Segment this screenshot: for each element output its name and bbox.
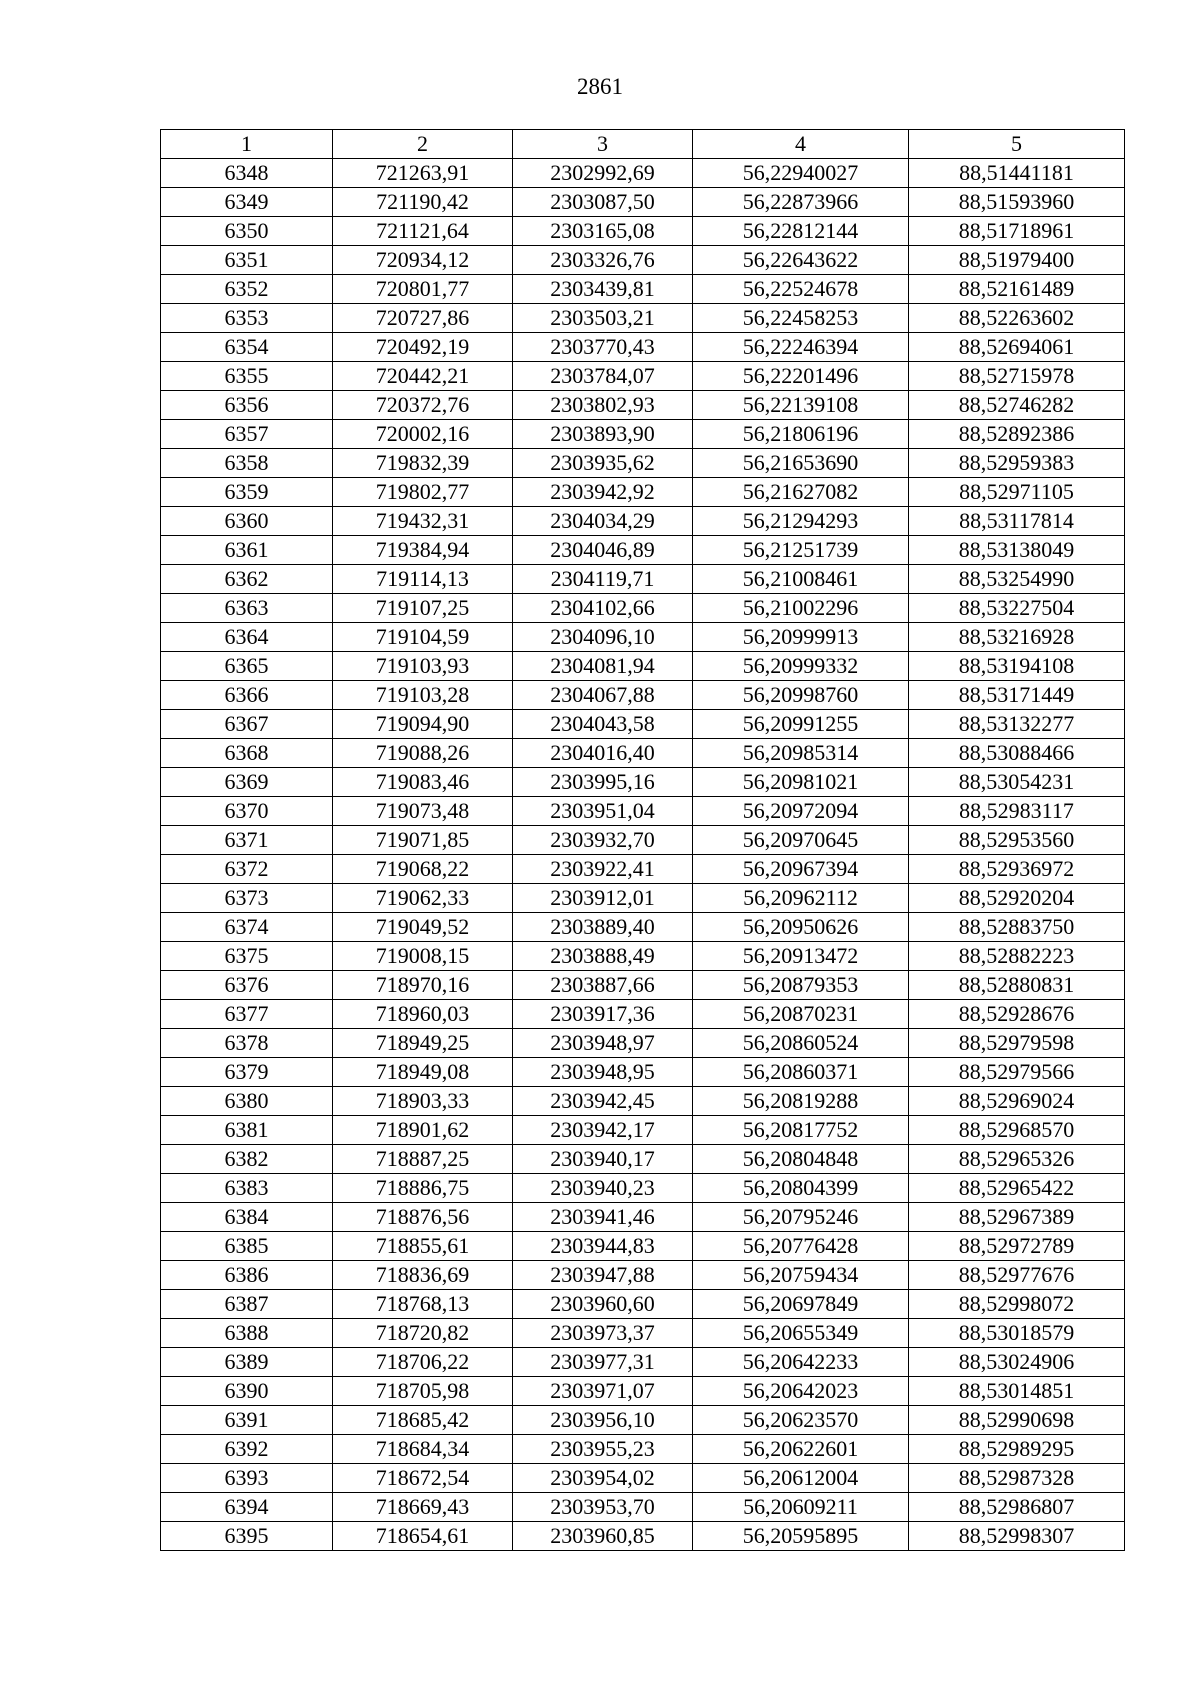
table-cell-col-2: 718886,75 — [333, 1174, 513, 1203]
table-cell-col-3: 2303784,07 — [513, 362, 693, 391]
table-cell-col-1: 6370 — [161, 797, 333, 826]
table-row — [161, 884, 1125, 913]
table-cell-col-1: 6383 — [161, 1174, 333, 1203]
table-cell-col-5: 88,53014851 — [909, 1377, 1125, 1406]
table-cell-col-5: 88,52977676 — [909, 1261, 1125, 1290]
table-cell-col-1: 6368 — [161, 739, 333, 768]
table-cell-col-5: 88,52998072 — [909, 1290, 1125, 1319]
table-cell-col-3: 2304034,29 — [513, 507, 693, 536]
table-cell-col-1: 6355 — [161, 362, 333, 391]
table-cell-col-1: 6386 — [161, 1261, 333, 1290]
table-row — [161, 826, 1125, 855]
table-cell-col-1: 6379 — [161, 1058, 333, 1087]
table-cell-col-2: 719068,22 — [333, 855, 513, 884]
table-cell-col-5: 88,52263602 — [909, 304, 1125, 333]
table-row — [161, 739, 1125, 768]
table-cell-col-5: 88,52883750 — [909, 913, 1125, 942]
table-cell-col-1: 6381 — [161, 1116, 333, 1145]
table-cell-col-5: 88,51979400 — [909, 246, 1125, 275]
table-cell-col-5: 88,52968570 — [909, 1116, 1125, 1145]
table-cell-col-4: 56,20776428 — [693, 1232, 909, 1261]
table-row — [161, 536, 1125, 565]
table-cell-col-5: 88,52965326 — [909, 1145, 1125, 1174]
table-cell-col-2: 719073,48 — [333, 797, 513, 826]
table-cell-col-2: 720801,77 — [333, 275, 513, 304]
table-row — [161, 565, 1125, 594]
table-row — [161, 1232, 1125, 1261]
table-cell-col-3: 2304067,88 — [513, 681, 693, 710]
table-cell-col-4: 56,22524678 — [693, 275, 909, 304]
table-cell-col-4: 56,22873966 — [693, 188, 909, 217]
table-cell-col-3: 2303942,17 — [513, 1116, 693, 1145]
table-cell-col-2: 718654,61 — [333, 1522, 513, 1551]
table-cell-col-4: 56,21806196 — [693, 420, 909, 449]
table-cell-col-1: 6373 — [161, 884, 333, 913]
table-cell-col-4: 56,21653690 — [693, 449, 909, 478]
column-header-5: 5 — [909, 130, 1125, 159]
table-cell-col-4: 56,20985314 — [693, 739, 909, 768]
table-cell-col-3: 2303960,60 — [513, 1290, 693, 1319]
table-cell-col-5: 88,52983117 — [909, 797, 1125, 826]
table-cell-col-3: 2303917,36 — [513, 1000, 693, 1029]
table-cell-col-4: 56,20972094 — [693, 797, 909, 826]
table-cell-col-3: 2303942,45 — [513, 1087, 693, 1116]
table-cell-col-5: 88,52746282 — [909, 391, 1125, 420]
table-row — [161, 478, 1125, 507]
table-cell-col-2: 718705,98 — [333, 1377, 513, 1406]
table-cell-col-4: 56,20860524 — [693, 1029, 909, 1058]
table-cell-col-5: 88,52161489 — [909, 275, 1125, 304]
table-cell-col-3: 2303953,70 — [513, 1493, 693, 1522]
table-cell-col-4: 56,20998760 — [693, 681, 909, 710]
table-cell-col-3: 2303503,21 — [513, 304, 693, 333]
table-cell-col-4: 56,20970645 — [693, 826, 909, 855]
table-cell-col-2: 719094,90 — [333, 710, 513, 739]
table-cell-col-5: 88,51441181 — [909, 159, 1125, 188]
table-row — [161, 710, 1125, 739]
table-row — [161, 1464, 1125, 1493]
table-cell-col-1: 6361 — [161, 536, 333, 565]
table-cell-col-5: 88,52972789 — [909, 1232, 1125, 1261]
table-cell-col-3: 2303940,17 — [513, 1145, 693, 1174]
table-cell-col-1: 6363 — [161, 594, 333, 623]
table-cell-col-4: 56,20981021 — [693, 768, 909, 797]
table-cell-col-3: 2303165,08 — [513, 217, 693, 246]
table-cell-col-1: 6393 — [161, 1464, 333, 1493]
table-cell-col-3: 2303932,70 — [513, 826, 693, 855]
table-cell-col-5: 88,53018579 — [909, 1319, 1125, 1348]
table-cell-col-3: 2304043,58 — [513, 710, 693, 739]
table-row — [161, 594, 1125, 623]
table-cell-col-1: 6390 — [161, 1377, 333, 1406]
header-row — [161, 130, 1125, 159]
coordinates-table — [160, 129, 1125, 1551]
table-cell-col-2: 718887,25 — [333, 1145, 513, 1174]
table-row — [161, 188, 1125, 217]
table-cell-col-3: 2303326,76 — [513, 246, 693, 275]
table-cell-col-5: 88,52715978 — [909, 362, 1125, 391]
table-cell-col-1: 6364 — [161, 623, 333, 652]
table-cell-col-1: 6351 — [161, 246, 333, 275]
table-row — [161, 1087, 1125, 1116]
table-cell-col-4: 56,20991255 — [693, 710, 909, 739]
table-cell-col-5: 88,52967389 — [909, 1203, 1125, 1232]
table-cell-col-1: 6380 — [161, 1087, 333, 1116]
table-cell-col-2: 720492,19 — [333, 333, 513, 362]
table-cell-col-4: 56,20819288 — [693, 1087, 909, 1116]
table-row — [161, 217, 1125, 246]
table-cell-col-2: 719432,31 — [333, 507, 513, 536]
table-cell-col-2: 720002,16 — [333, 420, 513, 449]
table-cell-col-3: 2303955,23 — [513, 1435, 693, 1464]
table-cell-col-4: 56,20612004 — [693, 1464, 909, 1493]
table-row — [161, 507, 1125, 536]
table-cell-col-3: 2303889,40 — [513, 913, 693, 942]
table-cell-col-5: 88,53088466 — [909, 739, 1125, 768]
table-cell-col-1: 6357 — [161, 420, 333, 449]
table-cell-col-5: 88,53138049 — [909, 536, 1125, 565]
table-cell-col-4: 56,21627082 — [693, 478, 909, 507]
table-cell-col-2: 718970,16 — [333, 971, 513, 1000]
table-cell-col-1: 6387 — [161, 1290, 333, 1319]
table-cell-col-4: 56,20623570 — [693, 1406, 909, 1435]
table-cell-col-2: 719104,59 — [333, 623, 513, 652]
table-cell-col-4: 56,21294293 — [693, 507, 909, 536]
table-cell-col-4: 56,22139108 — [693, 391, 909, 420]
table-cell-col-3: 2303887,66 — [513, 971, 693, 1000]
table-cell-col-2: 719083,46 — [333, 768, 513, 797]
table-cell-col-5: 88,52892386 — [909, 420, 1125, 449]
table-cell-col-1: 6374 — [161, 913, 333, 942]
table-cell-col-5: 88,53171449 — [909, 681, 1125, 710]
table-cell-col-1: 6348 — [161, 159, 333, 188]
table-cell-col-1: 6395 — [161, 1522, 333, 1551]
table-cell-col-3: 2303770,43 — [513, 333, 693, 362]
table-cell-col-4: 56,22246394 — [693, 333, 909, 362]
table-cell-col-1: 6392 — [161, 1435, 333, 1464]
table-cell-col-5: 88,52986807 — [909, 1493, 1125, 1522]
table-cell-col-1: 6367 — [161, 710, 333, 739]
table-cell-col-3: 2303922,41 — [513, 855, 693, 884]
table-cell-col-1: 6366 — [161, 681, 333, 710]
table-cell-col-5: 88,52987328 — [909, 1464, 1125, 1493]
table-cell-col-3: 2303977,31 — [513, 1348, 693, 1377]
table-row — [161, 1174, 1125, 1203]
table-row — [161, 942, 1125, 971]
table-cell-col-4: 56,22812144 — [693, 217, 909, 246]
table-cell-col-3: 2303912,01 — [513, 884, 693, 913]
table-cell-col-4: 56,20999913 — [693, 623, 909, 652]
table-body — [161, 159, 1125, 1551]
table-row — [161, 1493, 1125, 1522]
table-cell-col-3: 2303956,10 — [513, 1406, 693, 1435]
table-cell-col-5: 88,53024906 — [909, 1348, 1125, 1377]
table-cell-col-4: 56,20817752 — [693, 1116, 909, 1145]
table-row — [161, 304, 1125, 333]
table-header — [161, 130, 1125, 159]
table-cell-col-3: 2303940,23 — [513, 1174, 693, 1203]
table-cell-col-1: 6394 — [161, 1493, 333, 1522]
table-row — [161, 971, 1125, 1000]
table-row — [161, 1406, 1125, 1435]
table-cell-col-4: 56,21008461 — [693, 565, 909, 594]
table-cell-col-1: 6350 — [161, 217, 333, 246]
table-cell-col-5: 88,52936972 — [909, 855, 1125, 884]
table-cell-col-3: 2302992,69 — [513, 159, 693, 188]
table-cell-col-1: 6389 — [161, 1348, 333, 1377]
table-cell-col-4: 56,20609211 — [693, 1493, 909, 1522]
table-row — [161, 797, 1125, 826]
table-cell-col-4: 56,22458253 — [693, 304, 909, 333]
table-cell-col-3: 2303973,37 — [513, 1319, 693, 1348]
table-cell-col-5: 88,52880831 — [909, 971, 1125, 1000]
table-cell-col-2: 718901,62 — [333, 1116, 513, 1145]
table-cell-col-3: 2303935,62 — [513, 449, 693, 478]
table-cell-col-4: 56,21002296 — [693, 594, 909, 623]
table-row — [161, 246, 1125, 275]
table-cell-col-4: 56,22201496 — [693, 362, 909, 391]
table-cell-col-5: 88,52965422 — [909, 1174, 1125, 1203]
table-cell-col-4: 56,20913472 — [693, 942, 909, 971]
table-row — [161, 1261, 1125, 1290]
table-cell-col-2: 718855,61 — [333, 1232, 513, 1261]
table-row — [161, 1348, 1125, 1377]
table-cell-col-5: 88,52971105 — [909, 478, 1125, 507]
table-cell-col-2: 719103,28 — [333, 681, 513, 710]
table-cell-col-2: 719107,25 — [333, 594, 513, 623]
table-cell-col-1: 6372 — [161, 855, 333, 884]
table-cell-col-4: 56,20860371 — [693, 1058, 909, 1087]
table-cell-col-2: 718960,03 — [333, 1000, 513, 1029]
table-cell-col-5: 88,53194108 — [909, 652, 1125, 681]
table-cell-col-4: 56,20962112 — [693, 884, 909, 913]
table-cell-col-1: 6384 — [161, 1203, 333, 1232]
table-cell-col-1: 6375 — [161, 942, 333, 971]
column-header-2: 2 — [333, 130, 513, 159]
table-cell-col-5: 88,52990698 — [909, 1406, 1125, 1435]
table-cell-col-2: 718836,69 — [333, 1261, 513, 1290]
column-header-4: 4 — [693, 130, 909, 159]
table-row — [161, 391, 1125, 420]
table-cell-col-2: 720727,86 — [333, 304, 513, 333]
table-cell-col-1: 6354 — [161, 333, 333, 362]
table-cell-col-3: 2303971,07 — [513, 1377, 693, 1406]
table-row — [161, 1290, 1125, 1319]
table-cell-col-2: 718669,43 — [333, 1493, 513, 1522]
table-cell-col-5: 88,53254990 — [909, 565, 1125, 594]
table-cell-col-2: 719088,26 — [333, 739, 513, 768]
table-cell-col-1: 6349 — [161, 188, 333, 217]
table-cell-col-1: 6365 — [161, 652, 333, 681]
table-row — [161, 623, 1125, 652]
table-row — [161, 681, 1125, 710]
table-cell-col-2: 718876,56 — [333, 1203, 513, 1232]
table-cell-col-5: 88,52920204 — [909, 884, 1125, 913]
table-cell-col-2: 718949,25 — [333, 1029, 513, 1058]
table-cell-col-1: 6359 — [161, 478, 333, 507]
table-cell-col-5: 88,53216928 — [909, 623, 1125, 652]
table-cell-col-2: 721190,42 — [333, 188, 513, 217]
table-row — [161, 1203, 1125, 1232]
table-row — [161, 1116, 1125, 1145]
table-row — [161, 1377, 1125, 1406]
table-row — [161, 652, 1125, 681]
table-cell-col-5: 88,51593960 — [909, 188, 1125, 217]
table-cell-col-1: 6376 — [161, 971, 333, 1000]
table-row — [161, 913, 1125, 942]
table-cell-col-1: 6377 — [161, 1000, 333, 1029]
table-cell-col-1: 6356 — [161, 391, 333, 420]
table-cell-col-2: 718768,13 — [333, 1290, 513, 1319]
table-cell-col-1: 6358 — [161, 449, 333, 478]
table-cell-col-3: 2303960,85 — [513, 1522, 693, 1551]
table-cell-col-3: 2303951,04 — [513, 797, 693, 826]
table-row — [161, 1000, 1125, 1029]
table-cell-col-1: 6362 — [161, 565, 333, 594]
table-cell-col-2: 718685,42 — [333, 1406, 513, 1435]
table-cell-col-4: 56,22940027 — [693, 159, 909, 188]
table-cell-col-4: 56,20795246 — [693, 1203, 909, 1232]
table-row — [161, 362, 1125, 391]
table-row — [161, 333, 1125, 362]
table-cell-col-5: 88,53117814 — [909, 507, 1125, 536]
table-cell-col-5: 88,52694061 — [909, 333, 1125, 362]
table-cell-col-2: 719008,15 — [333, 942, 513, 971]
table-cell-col-2: 719071,85 — [333, 826, 513, 855]
table-cell-col-3: 2304102,66 — [513, 594, 693, 623]
table-cell-col-3: 2303941,46 — [513, 1203, 693, 1232]
table-cell-col-2: 718949,08 — [333, 1058, 513, 1087]
table-cell-col-3: 2304016,40 — [513, 739, 693, 768]
table-cell-col-1: 6391 — [161, 1406, 333, 1435]
table-cell-col-2: 720442,21 — [333, 362, 513, 391]
table-cell-col-4: 56,20642233 — [693, 1348, 909, 1377]
table-cell-col-3: 2303087,50 — [513, 188, 693, 217]
table-cell-col-2: 719832,39 — [333, 449, 513, 478]
table-cell-col-1: 6378 — [161, 1029, 333, 1058]
table-cell-col-3: 2303888,49 — [513, 942, 693, 971]
table-cell-col-2: 718720,82 — [333, 1319, 513, 1348]
table-cell-col-5: 88,52979566 — [909, 1058, 1125, 1087]
table-row — [161, 1058, 1125, 1087]
table-cell-col-3: 2304081,94 — [513, 652, 693, 681]
table-cell-col-3: 2303948,97 — [513, 1029, 693, 1058]
table-cell-col-3: 2303893,90 — [513, 420, 693, 449]
table-cell-col-4: 56,20622601 — [693, 1435, 909, 1464]
table-cell-col-2: 720934,12 — [333, 246, 513, 275]
table-cell-col-5: 88,52989295 — [909, 1435, 1125, 1464]
table-cell-col-1: 6353 — [161, 304, 333, 333]
table-cell-col-2: 719114,13 — [333, 565, 513, 594]
table-cell-col-4: 56,20999332 — [693, 652, 909, 681]
table-row — [161, 1145, 1125, 1174]
table-row — [161, 855, 1125, 884]
table-cell-col-5: 88,53132277 — [909, 710, 1125, 739]
column-header-1: 1 — [161, 130, 333, 159]
table-cell-col-4: 56,20595895 — [693, 1522, 909, 1551]
table-cell-col-1: 6385 — [161, 1232, 333, 1261]
table-cell-col-2: 720372,76 — [333, 391, 513, 420]
table-cell-col-4: 56,20697849 — [693, 1290, 909, 1319]
table-cell-col-3: 2303947,88 — [513, 1261, 693, 1290]
table-row — [161, 1029, 1125, 1058]
table-row — [161, 1435, 1125, 1464]
table-cell-col-2: 721121,64 — [333, 217, 513, 246]
table-cell-col-3: 2304046,89 — [513, 536, 693, 565]
table-cell-col-4: 56,20967394 — [693, 855, 909, 884]
page-number: 2861 — [577, 74, 623, 99]
table-row — [161, 1522, 1125, 1551]
table-cell-col-2: 719049,52 — [333, 913, 513, 942]
table-row — [161, 449, 1125, 478]
table-cell-col-4: 56,20804848 — [693, 1145, 909, 1174]
table-cell-col-3: 2304096,10 — [513, 623, 693, 652]
table-row — [161, 159, 1125, 188]
table-cell-col-5: 88,52959383 — [909, 449, 1125, 478]
table-cell-col-3: 2303948,95 — [513, 1058, 693, 1087]
table-cell-col-5: 88,52979598 — [909, 1029, 1125, 1058]
table-cell-col-1: 6369 — [161, 768, 333, 797]
table-cell-col-5: 88,52882223 — [909, 942, 1125, 971]
table-cell-col-4: 56,22643622 — [693, 246, 909, 275]
table-cell-col-3: 2303995,16 — [513, 768, 693, 797]
table-cell-col-4: 56,20950626 — [693, 913, 909, 942]
table-cell-col-2: 719103,93 — [333, 652, 513, 681]
table-cell-col-4: 56,21251739 — [693, 536, 909, 565]
table-cell-col-4: 56,20759434 — [693, 1261, 909, 1290]
table-cell-col-3: 2303942,92 — [513, 478, 693, 507]
table-cell-col-4: 56,20870231 — [693, 1000, 909, 1029]
table-cell-col-4: 56,20879353 — [693, 971, 909, 1000]
table-cell-col-2: 718903,33 — [333, 1087, 513, 1116]
table-cell-col-2: 721263,91 — [333, 159, 513, 188]
table-cell-col-1: 6371 — [161, 826, 333, 855]
table-cell-col-2: 719384,94 — [333, 536, 513, 565]
table-cell-col-4: 56,20804399 — [693, 1174, 909, 1203]
table-cell-col-2: 718684,34 — [333, 1435, 513, 1464]
table-cell-col-2: 718672,54 — [333, 1464, 513, 1493]
table-cell-col-3: 2303439,81 — [513, 275, 693, 304]
table-cell-col-2: 719062,33 — [333, 884, 513, 913]
table-cell-col-4: 56,20655349 — [693, 1319, 909, 1348]
table-cell-col-3: 2303954,02 — [513, 1464, 693, 1493]
table-cell-col-1: 6382 — [161, 1145, 333, 1174]
table-cell-col-2: 719802,77 — [333, 478, 513, 507]
table-cell-col-5: 88,53227504 — [909, 594, 1125, 623]
table-row — [161, 275, 1125, 304]
table-cell-col-5: 88,52969024 — [909, 1087, 1125, 1116]
column-header-3: 3 — [513, 130, 693, 159]
table-cell-col-3: 2303944,83 — [513, 1232, 693, 1261]
table-cell-col-5: 88,52928676 — [909, 1000, 1125, 1029]
table-cell-col-1: 6360 — [161, 507, 333, 536]
table-cell-col-1: 6352 — [161, 275, 333, 304]
table-cell-col-3: 2304119,71 — [513, 565, 693, 594]
table-row — [161, 420, 1125, 449]
table-cell-col-3: 2303802,93 — [513, 391, 693, 420]
table-cell-col-4: 56,20642023 — [693, 1377, 909, 1406]
table-row — [161, 1319, 1125, 1348]
table-cell-col-5: 88,51718961 — [909, 217, 1125, 246]
table-cell-col-5: 88,53054231 — [909, 768, 1125, 797]
table-cell-col-2: 718706,22 — [333, 1348, 513, 1377]
table-row — [161, 768, 1125, 797]
table-cell-col-1: 6388 — [161, 1319, 333, 1348]
table-cell-col-5: 88,52953560 — [909, 826, 1125, 855]
table-cell-col-5: 88,52998307 — [909, 1522, 1125, 1551]
